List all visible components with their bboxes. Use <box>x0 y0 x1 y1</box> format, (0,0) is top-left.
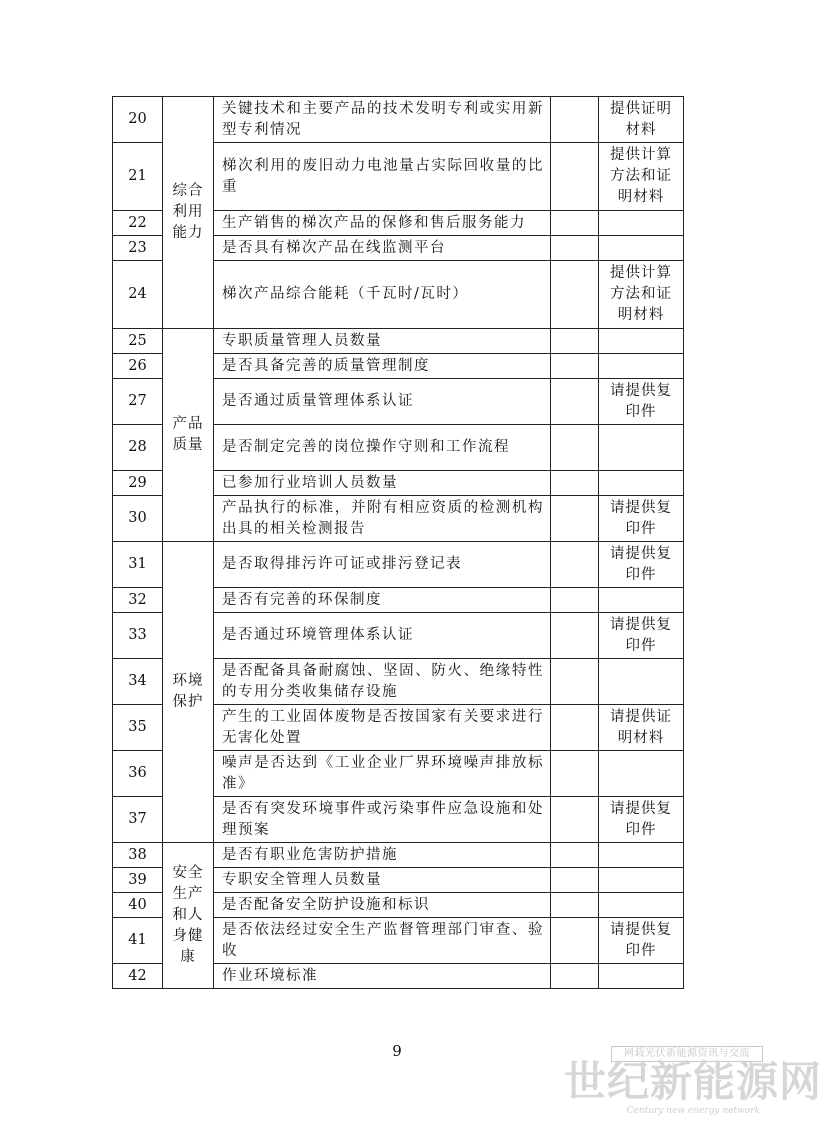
value-cell <box>551 964 599 989</box>
row-number: 34 <box>113 659 163 705</box>
row-number: 35 <box>113 705 163 751</box>
table-row <box>113 329 684 354</box>
row-number: 22 <box>113 211 163 236</box>
row-number: 41 <box>113 918 163 964</box>
category-cell <box>163 97 214 329</box>
remark-cell <box>599 471 684 496</box>
row-number: 37 <box>113 797 163 843</box>
category-label: 安全生产和人身健康 <box>172 865 204 965</box>
category-cell <box>163 542 214 843</box>
indicator-item: 产生的工业固体废物是否按国家有关要求进行无害化处置 <box>214 705 551 751</box>
remark-cell <box>599 705 684 751</box>
value-cell <box>551 542 599 588</box>
value-cell <box>551 751 599 797</box>
row-number: 36 <box>113 751 163 797</box>
category-label: 产品质量 <box>172 416 204 453</box>
indicator-item: 是否依法经过安全生产监督管理部门审查、验收 <box>214 918 551 964</box>
value-cell <box>551 868 599 893</box>
remark-cell <box>599 496 684 542</box>
remark-text: 提供计算方法和证明材料 <box>610 147 672 205</box>
row-number: 25 <box>113 329 163 354</box>
value-cell <box>551 496 599 542</box>
row-number: 31 <box>113 542 163 588</box>
indicator-item: 是否有职业危害防护措施 <box>214 843 551 868</box>
value-cell <box>551 893 599 918</box>
remark-cell <box>599 893 684 918</box>
indicator-item: 生产销售的梯次产品的保修和售后服务能力 <box>214 211 551 236</box>
remark-cell <box>599 261 684 329</box>
value-cell <box>551 143 599 211</box>
indicator-item: 是否有突发环境事件或污染事件应急设施和处理预案 <box>214 797 551 843</box>
remark-text: 请提供复印件 <box>610 545 672 583</box>
category-cell <box>163 843 214 989</box>
remark-cell <box>599 613 684 659</box>
indicator-item: 专职质量管理人员数量 <box>214 329 551 354</box>
value-cell <box>551 379 599 425</box>
value-cell <box>551 97 599 143</box>
remark-cell <box>599 236 684 261</box>
row-number: 42 <box>113 964 163 989</box>
table-row <box>113 542 684 588</box>
remark-cell <box>599 918 684 964</box>
remark-cell <box>599 425 684 471</box>
watermark-logo: 世纪新能源网 <box>564 1057 822 1106</box>
indicator-item: 产品执行的标准，并附有相应资质的检测机构出具的相关检测报告 <box>214 496 551 542</box>
value-cell <box>551 261 599 329</box>
remark-text: 提供证明材料 <box>610 100 672 138</box>
remark-cell <box>599 588 684 613</box>
remark-text: 请提供复印件 <box>610 800 672 838</box>
remark-text: 请提供复印件 <box>610 921 672 959</box>
table-row <box>113 843 684 868</box>
remark-cell <box>599 97 684 143</box>
row-number: 24 <box>113 261 163 329</box>
indicator-item: 梯次产品综合能耗（千瓦时/瓦时） <box>214 261 551 329</box>
remark-cell <box>599 379 684 425</box>
indicator-item: 是否取得排污许可证或排污登记表 <box>214 542 551 588</box>
row-number: 26 <box>113 354 163 379</box>
remark-cell <box>599 797 684 843</box>
remark-cell <box>599 329 684 354</box>
category-cell <box>163 329 214 542</box>
value-cell <box>551 918 599 964</box>
category-label: 综合利用能力 <box>172 183 204 241</box>
row-number: 39 <box>113 868 163 893</box>
remark-cell <box>599 542 684 588</box>
page-number: 9 <box>392 1042 402 1060</box>
remark-cell <box>599 964 684 989</box>
indicator-item: 是否通过环境管理体系认证 <box>214 613 551 659</box>
indicator-item: 专职安全管理人员数量 <box>214 868 551 893</box>
remark-cell <box>599 354 684 379</box>
row-number: 38 <box>113 843 163 868</box>
value-cell <box>551 471 599 496</box>
indicator-item: 作业环境标准 <box>214 964 551 989</box>
indicator-item: 是否有完善的环保制度 <box>214 588 551 613</box>
watermark-banner: 网载光伏新能源资讯与交流 <box>611 1046 763 1062</box>
row-number: 21 <box>113 143 163 211</box>
indicator-item: 是否通过质量管理体系认证 <box>214 379 551 425</box>
remark-text: 请提供复印件 <box>610 499 672 537</box>
indicator-item: 是否具有梯次产品在线监测平台 <box>214 236 551 261</box>
remark-cell <box>599 659 684 705</box>
remark-text: 请提供证明材料 <box>610 708 672 746</box>
table-body <box>113 97 684 989</box>
table-row <box>113 97 684 143</box>
value-cell <box>551 797 599 843</box>
remark-text: 提供计算方法和证明材料 <box>610 265 672 323</box>
value-cell <box>551 613 599 659</box>
watermark-subtitle: Century new energy network <box>626 1106 760 1116</box>
row-number: 30 <box>113 496 163 542</box>
row-number: 32 <box>113 588 163 613</box>
value-cell <box>551 705 599 751</box>
indicator-item: 已参加行业培训人员数量 <box>214 471 551 496</box>
remark-cell <box>599 868 684 893</box>
category-label: 环境保护 <box>172 673 204 710</box>
row-number: 23 <box>113 236 163 261</box>
indicator-item: 噪声是否达到《工业企业厂界环境噪声排放标准》 <box>214 751 551 797</box>
remark-cell <box>599 843 684 868</box>
row-number: 40 <box>113 893 163 918</box>
indicator-item: 是否配备具备耐腐蚀、坚固、防火、绝缘特性的专用分类收集储存设施 <box>214 659 551 705</box>
row-number: 29 <box>113 471 163 496</box>
remark-text: 请提供复印件 <box>610 616 672 654</box>
remark-text: 请提供复印件 <box>610 382 672 420</box>
value-cell <box>551 329 599 354</box>
value-cell <box>551 659 599 705</box>
row-number: 20 <box>113 97 163 143</box>
value-cell <box>551 211 599 236</box>
indicator-item: 是否制定完善的岗位操作守则和工作流程 <box>214 425 551 471</box>
value-cell <box>551 843 599 868</box>
value-cell <box>551 354 599 379</box>
value-cell <box>551 588 599 613</box>
row-number: 28 <box>113 425 163 471</box>
remark-cell <box>599 751 684 797</box>
indicator-item: 是否配备安全防护设施和标识 <box>214 893 551 918</box>
row-number: 33 <box>113 613 163 659</box>
evaluation-table <box>112 96 684 989</box>
remark-cell <box>599 211 684 236</box>
indicator-item: 是否具备完善的质量管理制度 <box>214 354 551 379</box>
indicator-item: 梯次利用的废旧动力电池量占实际回收量的比重 <box>214 143 551 211</box>
value-cell <box>551 425 599 471</box>
indicator-item: 关键技术和主要产品的技术发明专利或实用新型专利情况 <box>214 97 551 143</box>
remark-cell <box>599 143 684 211</box>
row-number: 27 <box>113 379 163 425</box>
value-cell <box>551 236 599 261</box>
